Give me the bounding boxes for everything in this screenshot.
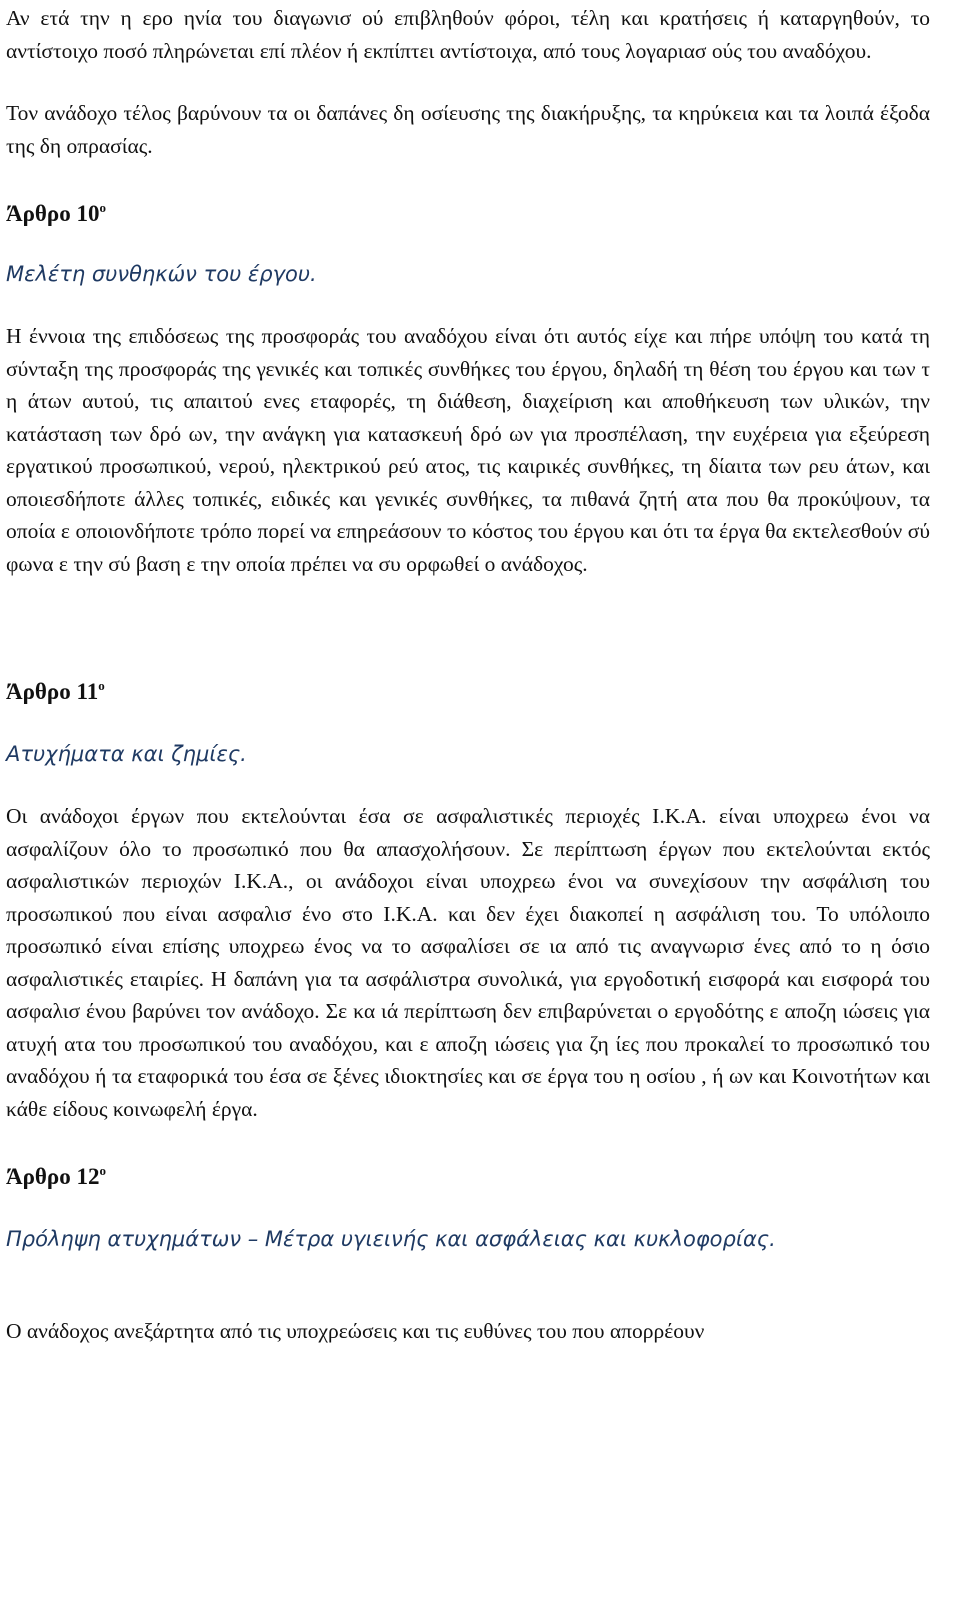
article-11-ordinal: ο (98, 678, 105, 693)
article-10-subtitle: Μελέτη συνθηκών του έργου. (6, 262, 317, 286)
article-12-label: Άρθρο 12 (6, 1164, 100, 1189)
paragraph-publication-costs: Τον ανάδοχο τέλος βαρύνουν τα οι δαπάνες δη οσίευσης της διακήρυξης, τα κηρύκεια και τα λοιπά έξοδα της δη οπρασίας. (6, 101, 930, 158)
article-10-label: Άρθρο 10 (6, 201, 100, 226)
article-10-heading (6, 192, 930, 230)
paragraph-site-conditions: Η έννοια της επιδόσεως της προσφοράς του αναδόχου είναι ότι αυτός είχε και πήρε υπόψη του κατά τη σύνταξη της προσφοράς της γενικές και τοπικές συνθήκες του έργου, δηλαδή τη θέση του έργου και των τ η άτων αυτού, τις απαιτού ενες εταφορές, τη διάθεση, διαχείριση και αποθήκευση των υλικών, την κατάσταση των δρό ων, την ανάγκη για κατασκευή δρό ων για προσπέλαση, την ευχέρεια για εξεύρεση εργατικού προσωπικού, νερού, ηλεκτρικού ρεύ ατος, τις καιρικές συνθήκες, τη δίαιτα των ρευ άτων, και οποιεσδήποτε άλλες τοπικές, ειδικές και γενικές συνθήκες, τα πιθανά ζητή ατα που θα προκύψουν, τα οποία ε οποιονδήποτε τρόπο πορεί να επηρεάσουν το κόστος του έργου και ότι τα έργα θα εκτελεσθούν σύ φωνα ε την σύ βαση ε την οποία πρέπει να συ ορφωθεί ο ανάδοχος. (6, 324, 930, 576)
paragraph-insurance: Οι ανάδοχοι έργων που εκτελούνται έσα σε ασφαλιστικές περιοχές Ι.Κ.Α. είναι υποχρεω ένοι να ασφαλίζουν όλο το προσωπικό που θα απασχολήσουν. Σε περίπτωση έργων που εκτελούνται εκτός ασφαλιστικών περιοχών Ι.Κ.Α., οι ανάδοχοι είναι υποχρεω ένοι να συνεχίσουν την ασφάλιση του προσωπικού που είναι ασφαλισ ένο στο Ι.Κ.Α. και δεν έχει διακοπεί η ασφάλιση του. Το υπόλοιπο προσωπικό είναι επίσης υποχρεω ένος να το ασφαλίσει σε ια από τις αναγνωρισ ένες από το η όσιο ασφαλιστικές εταιρίες. Η δαπάνη για τα ασφάλιστρα συνολικά, για εργοδοτική εισφορά και εισφορά του ασφαλισ ένου βαρύνει τον ανάδοχο. Σε κα ιά περίπτωση δεν επιβαρύνεται ο εργοδότης ε αποζη ιώσεις για ατυχή ατα του προσωπικού του αναδόχου, και ε αποζη ιώσεις για ζη ίες που προκαλεί το προσωπικό του αναδόχου ή τα εταφορικά του έσα σε ξένες ιδιοκτησίες και σε έργα του η οσίου , ή ων και Κοινοτήτων και κάθε είδους κοινωφελή έργα. (6, 804, 930, 1121)
paragraph-taxes: Αν ετά την η ερο ηνία του διαγωνισ ού επιβληθούν φόροι, τέλη και κρατήσεις ή καταργηθούν, το αντίστοιχο ποσό πληρώνεται επί πλέον ή εκπίπτει αντίστοιχα, από τους λογαριασ ούς του αναδόχου. (6, 6, 930, 63)
paragraph-contractor-obligations: Ο ανάδοχος ανεξάρτητα από τις υποχρεώσεις και τις ευθύνες του που απορρέουν (6, 1319, 705, 1343)
article-10-ordinal: ο (99, 200, 106, 215)
article-11-label: Άρθρο 11 (6, 679, 99, 704)
document-page (6, 0, 930, 1348)
article-12-heading (6, 1155, 930, 1193)
article-12-ordinal: ο (99, 1163, 106, 1178)
article-11-heading (6, 670, 930, 708)
article-12-subtitle: Πρόληψη ατυχημάτων – Μέτρα υγιεινής και ασφάλειας και κυκλοφορίας. (6, 1227, 776, 1251)
article-11-subtitle: Ατυχήματα και ζημίες. (6, 742, 247, 766)
